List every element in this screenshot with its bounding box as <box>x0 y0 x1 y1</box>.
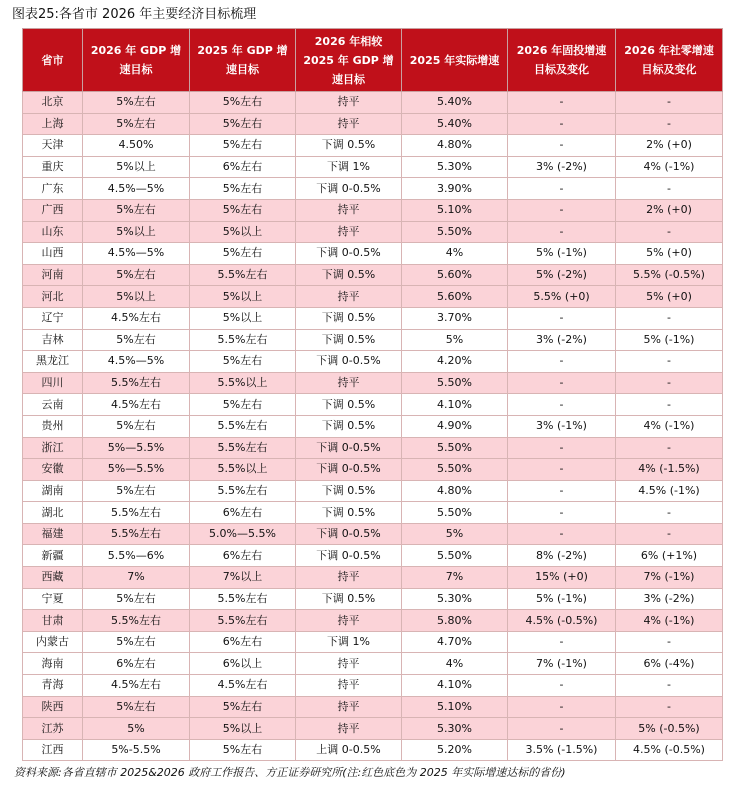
cell-investment-target: - <box>508 351 616 373</box>
cell-province: 黑龙江 <box>23 351 83 373</box>
cell-retail-target: - <box>616 631 723 653</box>
cell-province: 山西 <box>23 243 83 265</box>
cell-gdp-target-2025: 6%左右 <box>190 545 296 567</box>
cell-actual-growth-2025: 4.20% <box>402 351 508 373</box>
table-row <box>23 610 723 632</box>
cell-gdp-target-2026: 5%-5.5% <box>83 739 190 761</box>
cell-province: 陕西 <box>23 696 83 718</box>
cell-gdp-target-change: 持平 <box>296 372 402 394</box>
cell-gdp-target-2026: 5%以上 <box>83 156 190 178</box>
cell-actual-growth-2025: 4.10% <box>402 394 508 416</box>
cell-retail-target: 4% (-1%) <box>616 610 723 632</box>
cell-investment-target: - <box>508 696 616 718</box>
table-row <box>23 264 723 286</box>
cell-actual-growth-2025: 5.50% <box>402 437 508 459</box>
cell-investment-target: 5.5% (+0) <box>508 286 616 308</box>
cell-province: 江西 <box>23 739 83 761</box>
cell-gdp-target-2026: 5%—5.5% <box>83 437 190 459</box>
table-row <box>23 135 723 157</box>
cell-gdp-target-2026: 5%左右 <box>83 696 190 718</box>
cell-province: 辽宁 <box>23 307 83 329</box>
cell-gdp-target-change: 持平 <box>296 113 402 135</box>
cell-gdp-target-change: 下调 1% <box>296 156 402 178</box>
cell-actual-growth-2025: 5.40% <box>402 92 508 114</box>
cell-retail-target: 6% (-4%) <box>616 653 723 675</box>
cell-investment-target: 5% (-2%) <box>508 264 616 286</box>
cell-province: 西藏 <box>23 567 83 589</box>
cell-retail-target: - <box>616 523 723 545</box>
cell-retail-target: - <box>616 307 723 329</box>
cell-actual-growth-2025: 5.80% <box>402 610 508 632</box>
cell-province: 广西 <box>23 199 83 221</box>
cell-gdp-target-2025: 5.5%以上 <box>190 459 296 481</box>
cell-actual-growth-2025: 5.50% <box>402 459 508 481</box>
cell-gdp-target-2025: 5%左右 <box>190 351 296 373</box>
cell-investment-target: 3.5% (-1.5%) <box>508 739 616 761</box>
cell-gdp-target-2025: 6%左右 <box>190 502 296 524</box>
cell-actual-growth-2025: 5.30% <box>402 588 508 610</box>
table-row <box>23 113 723 135</box>
cell-province: 甘肃 <box>23 610 83 632</box>
table-row <box>23 567 723 589</box>
cell-actual-growth-2025: 3.70% <box>402 307 508 329</box>
cell-gdp-target-2026: 5.5%左右 <box>83 523 190 545</box>
cell-gdp-target-change: 持平 <box>296 221 402 243</box>
cell-gdp-target-2026: 5% <box>83 718 190 740</box>
cell-gdp-target-change: 下调 0-0.5% <box>296 545 402 567</box>
cell-gdp-target-change: 下调 0.5% <box>296 502 402 524</box>
cell-investment-target: - <box>508 135 616 157</box>
cell-gdp-target-2025: 7%以上 <box>190 567 296 589</box>
cell-gdp-target-2025: 5%左右 <box>190 199 296 221</box>
cell-investment-target: 4.5% (-0.5%) <box>508 610 616 632</box>
cell-gdp-target-change: 下调 1% <box>296 631 402 653</box>
cell-actual-growth-2025: 5% <box>402 523 508 545</box>
cell-actual-growth-2025: 5.50% <box>402 545 508 567</box>
cell-gdp-target-2026: 5.5%左右 <box>83 372 190 394</box>
cell-province: 贵州 <box>23 415 83 437</box>
cell-investment-target: 3% (-1%) <box>508 415 616 437</box>
header-gdp-target-2025: 2025 年 GDP 增速目标 <box>190 29 296 92</box>
cell-province: 河南 <box>23 264 83 286</box>
cell-gdp-target-2025: 5.5%左右 <box>190 588 296 610</box>
table-row <box>23 372 723 394</box>
cell-actual-growth-2025: 5.10% <box>402 199 508 221</box>
cell-province: 湖南 <box>23 480 83 502</box>
cell-retail-target: - <box>616 372 723 394</box>
header-gdp-target-change: 2026 年相较 2025 年 GDP 增速目标 <box>296 29 402 92</box>
table-row <box>23 523 723 545</box>
cell-retail-target: - <box>616 675 723 697</box>
cell-gdp-target-2025: 5%以上 <box>190 307 296 329</box>
header-actual-growth-2025: 2025 年实际增速 <box>402 29 508 92</box>
cell-gdp-target-change: 下调 0.5% <box>296 264 402 286</box>
cell-gdp-target-2025: 5.5%左右 <box>190 264 296 286</box>
province-targets-table <box>22 28 723 761</box>
cell-retail-target: - <box>616 178 723 200</box>
cell-gdp-target-2026: 5.5%—6% <box>83 545 190 567</box>
cell-gdp-target-change: 持平 <box>296 567 402 589</box>
cell-retail-target: - <box>616 113 723 135</box>
cell-gdp-target-change: 下调 0-0.5% <box>296 437 402 459</box>
cell-gdp-target-2025: 5%左右 <box>190 113 296 135</box>
cell-investment-target: - <box>508 675 616 697</box>
cell-gdp-target-2026: 4.5%左右 <box>83 394 190 416</box>
cell-gdp-target-change: 持平 <box>296 610 402 632</box>
cell-investment-target: - <box>508 307 616 329</box>
table-row <box>23 156 723 178</box>
cell-province: 宁夏 <box>23 588 83 610</box>
cell-gdp-target-change: 下调 0-0.5% <box>296 178 402 200</box>
cell-gdp-target-2025: 5.5%左右 <box>190 415 296 437</box>
cell-actual-growth-2025: 5.60% <box>402 264 508 286</box>
cell-investment-target: 15% (+0) <box>508 567 616 589</box>
cell-gdp-target-2026: 5.5%左右 <box>83 610 190 632</box>
cell-gdp-target-change: 下调 0.5% <box>296 415 402 437</box>
cell-province: 山东 <box>23 221 83 243</box>
cell-gdp-target-2025: 5%以上 <box>190 718 296 740</box>
cell-gdp-target-2026: 4.5%—5% <box>83 178 190 200</box>
cell-retail-target: 5% (-0.5%) <box>616 718 723 740</box>
cell-gdp-target-change: 下调 0.5% <box>296 307 402 329</box>
cell-investment-target: - <box>508 718 616 740</box>
cell-gdp-target-2025: 5.5%以上 <box>190 372 296 394</box>
cell-retail-target: 5% (-1%) <box>616 329 723 351</box>
cell-gdp-target-change: 持平 <box>296 675 402 697</box>
header-province: 省市 <box>23 29 83 92</box>
cell-retail-target: 7% (-1%) <box>616 567 723 589</box>
cell-retail-target: - <box>616 437 723 459</box>
cell-actual-growth-2025: 4.90% <box>402 415 508 437</box>
cell-actual-growth-2025: 5.60% <box>402 286 508 308</box>
table-row <box>23 415 723 437</box>
cell-province: 河北 <box>23 286 83 308</box>
cell-gdp-target-2025: 5%左右 <box>190 243 296 265</box>
table-row <box>23 243 723 265</box>
cell-gdp-target-2025: 5%左右 <box>190 135 296 157</box>
cell-gdp-target-2025: 5.5%左右 <box>190 610 296 632</box>
cell-gdp-target-2026: 4.5%—5% <box>83 243 190 265</box>
page-title: 图表25:各省市 2026 年主要经济目标梳理 <box>12 7 257 22</box>
cell-actual-growth-2025: 5.50% <box>402 372 508 394</box>
cell-gdp-target-2026: 5%左右 <box>83 199 190 221</box>
cell-retail-target: 4% (-1%) <box>616 156 723 178</box>
cell-gdp-target-change: 持平 <box>296 92 402 114</box>
cell-province: 北京 <box>23 92 83 114</box>
table-row <box>23 199 723 221</box>
cell-investment-target: - <box>508 502 616 524</box>
cell-gdp-target-change: 上调 0-0.5% <box>296 739 402 761</box>
table-row <box>23 718 723 740</box>
table-row <box>23 351 723 373</box>
cell-actual-growth-2025: 5.30% <box>402 718 508 740</box>
cell-gdp-target-change: 持平 <box>296 199 402 221</box>
cell-retail-target: 5.5% (-0.5%) <box>616 264 723 286</box>
cell-retail-target: - <box>616 394 723 416</box>
cell-gdp-target-2026: 4.50% <box>83 135 190 157</box>
cell-investment-target: - <box>508 113 616 135</box>
cell-investment-target: 7% (-1%) <box>508 653 616 675</box>
cell-gdp-target-2026: 5%左右 <box>83 631 190 653</box>
table-row <box>23 588 723 610</box>
cell-province: 重庆 <box>23 156 83 178</box>
cell-province: 吉林 <box>23 329 83 351</box>
table-row <box>23 631 723 653</box>
cell-province: 四川 <box>23 372 83 394</box>
table-row <box>23 329 723 351</box>
header-gdp-target-2026: 2026 年 GDP 增速目标 <box>83 29 190 92</box>
cell-investment-target: - <box>508 459 616 481</box>
cell-gdp-target-change: 持平 <box>296 286 402 308</box>
table-row <box>23 221 723 243</box>
cell-investment-target: - <box>508 221 616 243</box>
cell-retail-target: 2% (+0) <box>616 135 723 157</box>
cell-gdp-target-2025: 5%左右 <box>190 178 296 200</box>
cell-retail-target: - <box>616 502 723 524</box>
table-header-row <box>23 29 723 92</box>
cell-actual-growth-2025: 4.80% <box>402 135 508 157</box>
cell-actual-growth-2025: 5.20% <box>402 739 508 761</box>
cell-gdp-target-change: 下调 0.5% <box>296 135 402 157</box>
cell-gdp-target-2026: 5%左右 <box>83 113 190 135</box>
cell-gdp-target-2025: 6%左右 <box>190 156 296 178</box>
cell-gdp-target-2025: 5%左右 <box>190 739 296 761</box>
cell-gdp-target-change: 持平 <box>296 653 402 675</box>
cell-investment-target: 5% (-1%) <box>508 243 616 265</box>
cell-gdp-target-2025: 5%以上 <box>190 286 296 308</box>
header-retail-target: 2026 年社零增速目标及变化 <box>616 29 723 92</box>
cell-province: 湖北 <box>23 502 83 524</box>
cell-actual-growth-2025: 5.40% <box>402 113 508 135</box>
table-row <box>23 545 723 567</box>
table-row <box>23 739 723 761</box>
cell-actual-growth-2025: 4.70% <box>402 631 508 653</box>
cell-gdp-target-2026: 4.5%左右 <box>83 307 190 329</box>
cell-gdp-target-change: 下调 0-0.5% <box>296 523 402 545</box>
cell-gdp-target-2025: 5%左右 <box>190 696 296 718</box>
cell-gdp-target-change: 下调 0.5% <box>296 329 402 351</box>
table-row <box>23 437 723 459</box>
table-row <box>23 480 723 502</box>
cell-investment-target: - <box>508 394 616 416</box>
cell-province: 福建 <box>23 523 83 545</box>
table-row <box>23 307 723 329</box>
cell-gdp-target-2026: 5%以上 <box>83 221 190 243</box>
cell-gdp-target-change: 下调 0.5% <box>296 480 402 502</box>
cell-actual-growth-2025: 7% <box>402 567 508 589</box>
table-row <box>23 653 723 675</box>
cell-gdp-target-2026: 5%左右 <box>83 480 190 502</box>
cell-gdp-target-2026: 5%左右 <box>83 588 190 610</box>
cell-retail-target: 3% (-2%) <box>616 588 723 610</box>
cell-actual-growth-2025: 5.10% <box>402 696 508 718</box>
cell-gdp-target-2026: 5%以上 <box>83 286 190 308</box>
cell-investment-target: - <box>508 199 616 221</box>
cell-gdp-target-change: 下调 0-0.5% <box>296 351 402 373</box>
cell-province: 安徽 <box>23 459 83 481</box>
cell-gdp-target-2026: 6%左右 <box>83 653 190 675</box>
cell-investment-target: - <box>508 523 616 545</box>
cell-gdp-target-2026: 5%左右 <box>83 329 190 351</box>
header-investment-target: 2026 年固投增速目标及变化 <box>508 29 616 92</box>
cell-gdp-target-2025: 5.5%左右 <box>190 329 296 351</box>
cell-investment-target: 8% (-2%) <box>508 545 616 567</box>
cell-province: 内蒙古 <box>23 631 83 653</box>
cell-gdp-target-2026: 5%左右 <box>83 415 190 437</box>
cell-investment-target: - <box>508 92 616 114</box>
cell-gdp-target-2025: 5%以上 <box>190 221 296 243</box>
cell-gdp-target-2025: 5%左右 <box>190 394 296 416</box>
table-row <box>23 286 723 308</box>
cell-investment-target: - <box>508 437 616 459</box>
cell-province: 云南 <box>23 394 83 416</box>
cell-actual-growth-2025: 4.10% <box>402 675 508 697</box>
cell-province: 浙江 <box>23 437 83 459</box>
cell-gdp-target-2025: 5.5%左右 <box>190 437 296 459</box>
cell-actual-growth-2025: 4% <box>402 243 508 265</box>
cell-actual-growth-2025: 5.50% <box>402 502 508 524</box>
cell-gdp-target-2026: 5%左右 <box>83 264 190 286</box>
cell-province: 天津 <box>23 135 83 157</box>
cell-retail-target: 4.5% (-0.5%) <box>616 739 723 761</box>
cell-actual-growth-2025: 5% <box>402 329 508 351</box>
cell-actual-growth-2025: 4.80% <box>402 480 508 502</box>
cell-gdp-target-2026: 5.5%左右 <box>83 502 190 524</box>
cell-gdp-target-2025: 6%以上 <box>190 653 296 675</box>
table-row <box>23 696 723 718</box>
cell-retail-target: - <box>616 92 723 114</box>
cell-gdp-target-change: 下调 0.5% <box>296 588 402 610</box>
cell-retail-target: 6% (+1%) <box>616 545 723 567</box>
cell-retail-target: 4% (-1.5%) <box>616 459 723 481</box>
cell-gdp-target-2025: 5.5%左右 <box>190 480 296 502</box>
cell-gdp-target-2025: 5.0%—5.5% <box>190 523 296 545</box>
cell-investment-target: 3% (-2%) <box>508 329 616 351</box>
cell-retail-target: - <box>616 221 723 243</box>
source-note: 资料来源:各省直辖市 2025&2026 政府工作报告、方正证券研究所(注:红色底色为 2025 年实际增速达标的省份) <box>14 766 566 779</box>
table-row <box>23 178 723 200</box>
cell-retail-target: 5% (+0) <box>616 286 723 308</box>
cell-gdp-target-change: 下调 0.5% <box>296 394 402 416</box>
cell-retail-target: 4.5% (-1%) <box>616 480 723 502</box>
cell-actual-growth-2025: 3.90% <box>402 178 508 200</box>
cell-investment-target: - <box>508 480 616 502</box>
cell-investment-target: - <box>508 178 616 200</box>
cell-gdp-target-2026: 5%左右 <box>83 92 190 114</box>
table-row <box>23 92 723 114</box>
cell-actual-growth-2025: 4% <box>402 653 508 675</box>
cell-gdp-target-change: 下调 0-0.5% <box>296 243 402 265</box>
cell-investment-target: 5% (-1%) <box>508 588 616 610</box>
cell-investment-target: 3% (-2%) <box>508 156 616 178</box>
table-row <box>23 675 723 697</box>
cell-retail-target: - <box>616 351 723 373</box>
cell-actual-growth-2025: 5.50% <box>402 221 508 243</box>
cell-province: 上海 <box>23 113 83 135</box>
table-row <box>23 502 723 524</box>
cell-gdp-target-2025: 5%左右 <box>190 92 296 114</box>
cell-province: 广东 <box>23 178 83 200</box>
cell-investment-target: - <box>508 631 616 653</box>
cell-gdp-target-change: 下调 0-0.5% <box>296 459 402 481</box>
cell-gdp-target-change: 持平 <box>296 696 402 718</box>
cell-gdp-target-2026: 4.5%左右 <box>83 675 190 697</box>
cell-gdp-target-2025: 6%左右 <box>190 631 296 653</box>
cell-retail-target: 2% (+0) <box>616 199 723 221</box>
cell-gdp-target-2026: 5%—5.5% <box>83 459 190 481</box>
cell-retail-target: 4% (-1%) <box>616 415 723 437</box>
cell-gdp-target-2026: 4.5%—5% <box>83 351 190 373</box>
cell-retail-target: 5% (+0) <box>616 243 723 265</box>
cell-actual-growth-2025: 5.30% <box>402 156 508 178</box>
cell-province: 青海 <box>23 675 83 697</box>
table-row <box>23 459 723 481</box>
cell-investment-target: - <box>508 372 616 394</box>
cell-gdp-target-2025: 4.5%左右 <box>190 675 296 697</box>
cell-gdp-target-2026: 7% <box>83 567 190 589</box>
cell-province: 新疆 <box>23 545 83 567</box>
cell-province: 海南 <box>23 653 83 675</box>
cell-province: 江苏 <box>23 718 83 740</box>
cell-gdp-target-change: 持平 <box>296 718 402 740</box>
table-row <box>23 394 723 416</box>
cell-retail-target: - <box>616 696 723 718</box>
